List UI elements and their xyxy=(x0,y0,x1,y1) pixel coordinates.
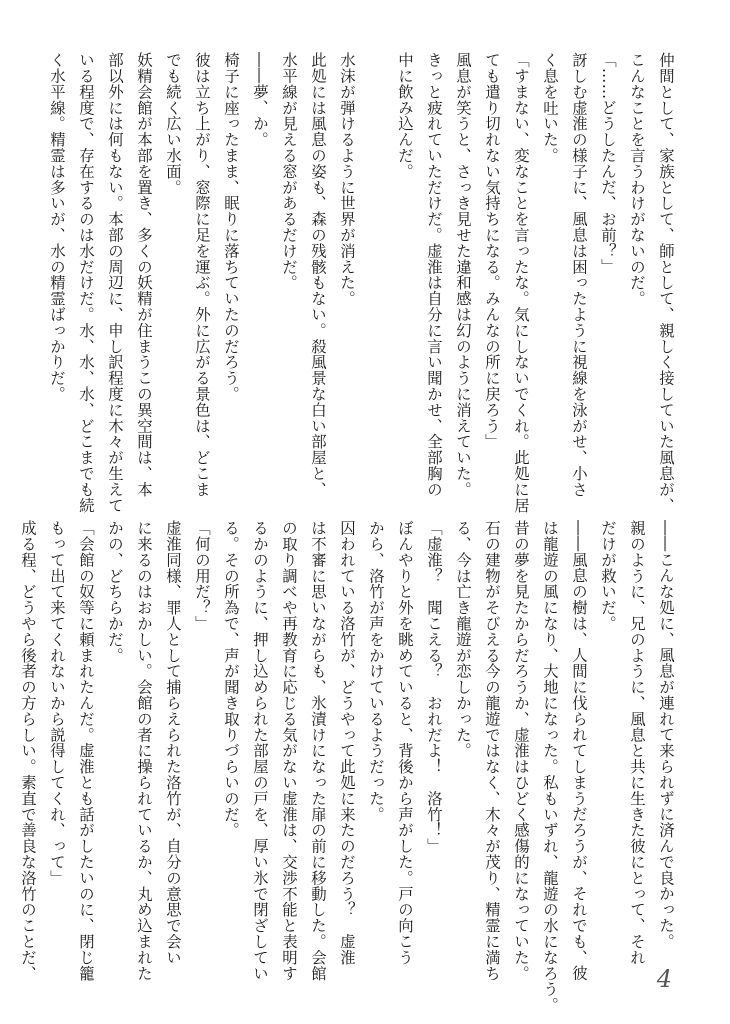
text-line: 水平線が見える窓があるだけだ。 xyxy=(280,52,298,291)
text-line: く息を吐いた。 xyxy=(541,52,559,164)
text-line: 水沫が弾けるように世界が消えた。 xyxy=(338,52,356,307)
lower-text-block xyxy=(19,520,680,1013)
text-line: 成る程、どうやら後者の方らしい。素直で善良な洛竹のことだ、 xyxy=(19,520,37,982)
text-line: だけが救いだ。 xyxy=(599,520,617,632)
text-line: 部以外には何もない。本部の周辺に、申し訳程度に木々が生えて xyxy=(106,52,124,514)
text-line: 「会館の奴等に頼まれたんだ。虚淮とも話がしたいのに、閉じ籠 xyxy=(77,520,95,982)
text-line: 「すまない、変なことを言ったな。気にしないでくれ。此処に居 xyxy=(512,52,530,514)
text-line: 彼は立ち上がり、窓際に足を運ぶ。外に広がる景色は、どこま xyxy=(193,52,211,498)
text-line: く水平線。精霊は多いが、水の精霊ばっかりだ。 xyxy=(48,52,66,402)
text-line: ――夢、か。 xyxy=(251,52,269,148)
text-line: る、今は亡き龍遊が恋しかった。 xyxy=(454,520,472,759)
text-line: 中に飲み込んだ。 xyxy=(396,52,414,180)
text-line: ぼんやりと外を眺めていると、背後から声がした。戸の向こう xyxy=(396,520,414,966)
text-line: 妖精会館が本部を置き、多くの妖精が住まうこの異空間は、本 xyxy=(135,52,153,498)
text-line: 風息が笑うと、さっき見せた違和感は幻のように消えていた。 xyxy=(454,52,472,498)
text-line: 此処には風息の姿も、森の残骸もない。殺風景な白い部屋と、 xyxy=(309,52,327,498)
text-line: いる程度で、存在するのは水だけだ。水、水、水、どこまでも続 xyxy=(77,52,95,514)
text-line: 昔の夢を見たからだろうか、虚淮はひどく感傷的になっていた。 xyxy=(512,520,530,982)
text-line: きっと疲れていただけだ。虚淮は自分に言い聞かせ、全部胸の xyxy=(425,52,443,498)
upper-text-block xyxy=(44,52,680,514)
text-line: 囚われている洛竹が、どうやって此処に来たのだろう？ 虚淮 xyxy=(338,520,356,966)
text-line: 仲間として、家族として、師として、親しく接していた風息が、 xyxy=(657,52,675,514)
text-line: に来るのはおかしい。会館の者に操られているか、丸め込まれた xyxy=(135,520,153,982)
text-line: から、洛竹が声をかけているようだった。 xyxy=(367,520,385,823)
text-line: ても遣り切れない気持ちになる。みんなの所に戻ろう」 xyxy=(483,52,501,450)
text-line: ――こんな処に、風息が連れて来られずに済んで良かった。 xyxy=(657,520,675,950)
text-line: 親のように、兄のように、風息と共に生きた彼にとって、それ xyxy=(628,520,646,966)
text-line: もって出て来てくれないから説得してくれ、って」 xyxy=(48,520,66,886)
text-line: かの、どちらかだ。 xyxy=(106,520,124,664)
text-line: る。その所為で、声が聞き取りづらいのだ。 xyxy=(222,520,240,838)
text-line: の取り調べや再教育に応じる気がない虚淮は、交渉不能と表明す xyxy=(280,520,298,982)
text-line: 「虚淮？ 聞こえる？ おれだよ！ 洛竹！」 xyxy=(425,520,443,854)
text-line: こんなことを言うわけがないのだ。 xyxy=(628,52,646,307)
text-line: るかのように、押し込められた部屋の戸を、厚い氷で閉ざしてい xyxy=(251,520,269,982)
text-line: 椅子に座ったまま、眠りに落ちていたのだろう。 xyxy=(222,52,240,402)
scene-break xyxy=(361,52,390,492)
text-line: 「何の用だ？」 xyxy=(193,520,211,632)
text-line: 石の建物がそびえる今の龍遊ではなく、木々が茂り、精霊に満ち xyxy=(483,520,501,982)
text-line: 虚淮同様、罪人として捕らえられた洛竹が、自分の意思で会い xyxy=(164,520,182,966)
text-line: でも続く広い水面。 xyxy=(164,52,182,196)
text-line: 訝しむ虚淮の様子に、風息は困ったように視線を泳がせ、小さ xyxy=(570,52,588,498)
text-line: ――風息の樹は、人間に伐られてしまうだろうが、それでも、彼 xyxy=(570,520,588,982)
text-line: は龍遊の風になり、大地になった。私もいずれ、龍遊の水になろう。 xyxy=(541,520,559,1013)
text-line: 「……どうしたんだ、お前？」 xyxy=(599,52,617,275)
page-number: 4 xyxy=(656,965,672,993)
text-line: は不審に思いながらも、氷漬けになった扉の前に移動した。会館 xyxy=(309,520,327,982)
